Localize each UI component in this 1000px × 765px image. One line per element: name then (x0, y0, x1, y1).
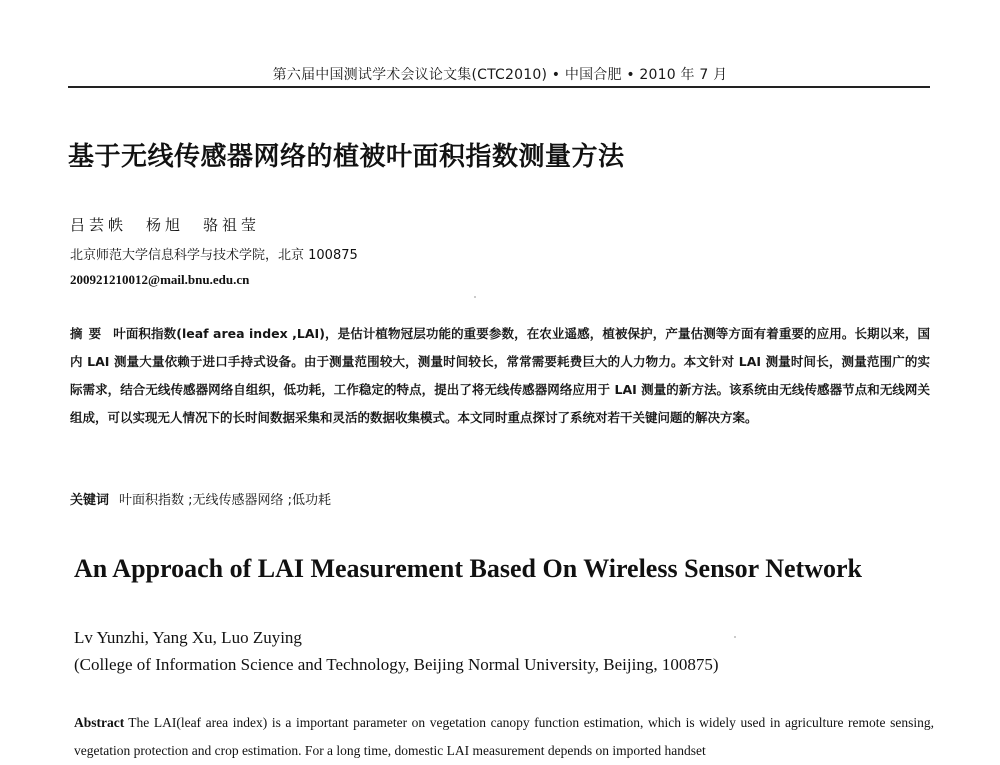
scan-speck (474, 296, 476, 298)
chinese-authors: 吕芸帙 杨旭 骆祖莹 (70, 216, 261, 234)
chinese-keywords (70, 489, 331, 508)
header-rule (68, 86, 930, 88)
scan-speck (734, 636, 736, 638)
running-header: 第六届中国测试学术会议论文集(CTC2010) • 中国合肥 • 2010 年 7 月 (272, 67, 728, 83)
author-email: 200921210012@mail.bnu.edu.cn (70, 272, 250, 287)
english-title: An Approach of LAI Measurement Based On Wireless Sensor Network (74, 554, 862, 583)
chinese-title: 基于无线传感器网络的植被叶面积指数测量方法 (68, 142, 625, 172)
chinese-keywords-text: 叶面积指数 ;无线传感器网络 ;低功耗 (119, 493, 332, 508)
chinese-abstract-text: 叶面积指数(leaf area index ,LAI)，是估计植物冠层功能的重要参数，在农业遥感，植被保护，产量估测等方面有着重要的应用。长期以来，国内 LAI 测量大量依赖于进口手持式设备。由于测量范围较大，测量时间较长，常常需要耗费巨大的人力物力。本文针对 LAI 测量时间长，测量范围广的实际需求，结合无线传感器网络自组织，低功耗，工作稳定的特点，提出了将无线传感器网络应用于 LAI 测量的新方法。该系统由无线传感器节点和无线网关组成，可以实现无人情况下的长时间数据采集和灵活的数据收集模式。本文同时重点探讨了系统对若干关键问题的解决方案。 (70, 326, 930, 425)
english-affiliation: (College of Information Science and Technology, Beijing Normal University, Beijing, 100875) (74, 655, 719, 674)
chinese-keywords-label: 关键词 (70, 493, 110, 508)
chinese-abstract (70, 320, 930, 432)
chinese-affiliation: 北京师范大学信息科学与技术学院，北京 100875 (70, 248, 358, 263)
english-authors: Lv Yunzhi, Yang Xu, Luo Zuying (74, 628, 302, 647)
english-abstract-label: Abstract (74, 715, 125, 730)
english-abstract (74, 709, 934, 765)
chinese-abstract-label: 摘要 (70, 326, 108, 341)
english-abstract-text: The LAI(leaf area index) is a important parameter on vegetation canopy function estimation, which is widely used in agriculture remote sensing, vegetation protection and crop estimation. For a long time, domestic LAI measurement depends on imported handset (74, 715, 934, 758)
